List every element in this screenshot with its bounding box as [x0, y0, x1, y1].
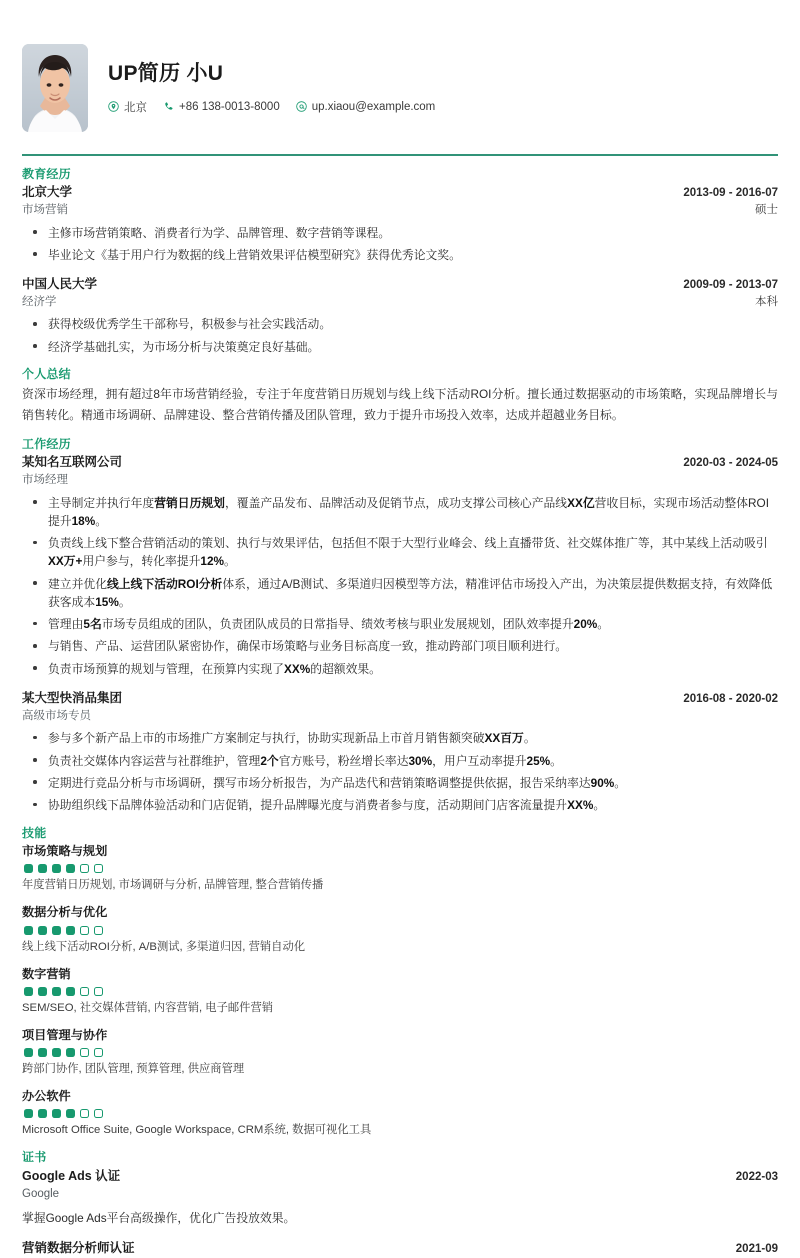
skill-item [22, 903, 778, 955]
list-item: 定期进行竞品分析与市场调研，撰写市场分析报告，为产品迭代和营销策略调整提供依据，报告采纳率达90%。 [22, 774, 778, 792]
contact-email-text: up.xiaou@example.com [311, 100, 436, 113]
certificate-description: 掌握Google Ads平台高级操作，优化广告投放效果。 [22, 1211, 296, 1226]
skill-dot-empty [80, 987, 89, 996]
section-summary [22, 367, 778, 426]
skill-level-dots [24, 1109, 778, 1118]
work-role: 高级市场专员 [22, 709, 91, 722]
skill-dot-filled [38, 987, 47, 996]
skill-name: 办公软件 [22, 1089, 71, 1104]
list-item: 负责社交媒体内容运营与社群维护，管理2个官方账号，粉丝增长率达30%，用户互动率提升25%。 [22, 752, 778, 770]
skill-level-dots [24, 926, 778, 935]
list-item: 主修市场营销策略、消费者行为学、品牌管理、数字营销等课程。 [22, 224, 778, 242]
work-entry [22, 453, 778, 678]
candidate-name: UP简历 小U [108, 62, 224, 86]
summary-text: 资深市场经理，拥有超过8年市场营销经验，专注于年度营销日历规划与线上线下活动ROI分析。擅长通过数据驱动的市场策略，实现品牌增长与销售转化。精通市场调研、品牌建设、整合营销传播及团队管理，致力于提升市场投入效率，达成并超越业务目标。 [22, 386, 778, 422]
list-item: 参与多个新产品上市的市场推广方案制定与执行，协助实现新品上市首月销售额突破XX百万。 [22, 729, 778, 747]
education-entry [22, 183, 778, 264]
list-item: 获得校级优秀学生干部称号，积极参与社会实践活动。 [22, 315, 778, 333]
skill-level-dots [24, 987, 778, 996]
education-major: 市场营销 [22, 203, 68, 216]
skill-dot-filled [66, 987, 75, 996]
skill-dot-filled [24, 987, 33, 996]
skill-item [22, 842, 778, 894]
skill-keywords: Microsoft Office Suite, Google Workspace, CRM系统, 数据可视化工具 [22, 1124, 372, 1137]
contact-location-text: 北京 [124, 101, 147, 114]
skill-dot-empty [94, 864, 103, 873]
certificate-name: Google Ads 认证 [22, 1168, 121, 1183]
certificate-name: 营销数据分析师认证 [22, 1241, 135, 1256]
work-date: 2016-08 - 2020-02 [683, 693, 778, 706]
work-entry [22, 689, 778, 814]
skill-name: 数字营销 [22, 966, 71, 981]
header-text-block [108, 61, 451, 114]
skill-dot-filled [52, 926, 61, 935]
skill-keywords: 跨部门协作, 团队管理, 预算管理, 供应商管理 [22, 1063, 245, 1076]
education-date: 2013-09 - 2016-07 [683, 187, 778, 200]
certificate-date: 2021-09 [735, 1243, 778, 1256]
skill-dot-filled [38, 1048, 47, 1057]
skill-dot-filled [24, 1109, 33, 1118]
work-company: 某大型快消品集团 [22, 691, 123, 706]
work-bullets [22, 494, 778, 679]
skill-name: 项目管理与协作 [22, 1027, 108, 1042]
skill-dot-empty [94, 1048, 103, 1057]
skill-keywords: 线上线下活动ROI分析, A/B测试, 多渠道归因, 营销自动化 [22, 940, 306, 953]
section-work [22, 437, 778, 815]
location-pin-icon [108, 101, 119, 112]
phone-icon [163, 101, 174, 112]
skill-dot-filled [24, 864, 33, 873]
section-education [22, 167, 778, 356]
certificate-issuer: Google [22, 1187, 60, 1200]
education-school: 北京大学 [22, 185, 73, 200]
avatar [22, 44, 88, 132]
skill-dot-filled [66, 1048, 75, 1057]
skill-dot-filled [24, 1048, 33, 1057]
education-school: 中国人民大学 [22, 277, 98, 292]
skill-dot-filled [38, 864, 47, 873]
education-degree: 硕士 [755, 203, 778, 216]
skill-level-dots [24, 864, 778, 873]
section-title-summary: 个人总结 [22, 367, 71, 381]
skill-dot-empty [94, 1109, 103, 1118]
education-bullets [22, 224, 778, 265]
certificate-entry [22, 1239, 778, 1258]
skill-keywords: SEM/SEO, 社交媒体营销, 内容营销, 电子邮件营销 [22, 1001, 274, 1014]
contact-list [108, 99, 451, 115]
skill-dot-filled [52, 1109, 61, 1118]
skill-dot-filled [52, 864, 61, 873]
list-item: 与销售、产品、运营团队紧密协作，确保市场策略与业务目标高度一致，推动跨部门项目顺利进行。 [22, 637, 778, 655]
section-certificates [22, 1150, 778, 1257]
work-bullets [22, 729, 778, 814]
list-item: 主导制定并执行年度营销日历规划，覆盖产品发布、品牌活动及促销节点，成功支撑公司核心产品线XX亿营收目标，实现市场活动整体ROI提升18%。 [22, 494, 778, 531]
section-title-certificates: 证书 [22, 1150, 47, 1165]
education-degree: 本科 [755, 295, 778, 308]
contact-phone-text: +86 138-0013-8000 [179, 100, 280, 113]
skill-dot-filled [66, 1109, 75, 1118]
education-date: 2009-09 - 2013-07 [683, 279, 778, 292]
skill-item [22, 965, 778, 1017]
skill-item [22, 1087, 778, 1139]
at-sign-icon [296, 101, 307, 112]
education-entry [22, 275, 778, 356]
skill-dot-empty [80, 1109, 89, 1118]
skill-dot-empty [94, 926, 103, 935]
section-skills [22, 826, 778, 1140]
skill-dot-empty [80, 1048, 89, 1057]
header-divider [22, 154, 778, 156]
certificate-entry [22, 1167, 778, 1228]
list-item: 负责线上线下整合营销活动的策划、执行与效果评估，包括但不限于大型行业峰会、线上直播带货、社交媒体推广等，其中某线上活动吸引XX万+用户参与，转化率提升12%。 [22, 534, 778, 571]
education-bullets [22, 315, 778, 356]
skill-level-dots [24, 1048, 778, 1057]
skill-keywords: 年度营销日历规划, 市场调研与分析, 品牌管理, 整合营销传播 [22, 879, 324, 892]
list-item: 负责市场预算的规划与管理，在预算内实现了XX%的超额效果。 [22, 660, 778, 678]
resume-header [22, 0, 778, 142]
work-date: 2020-03 - 2024-05 [683, 457, 778, 470]
section-title-work: 工作经历 [22, 436, 71, 451]
skill-dot-filled [38, 926, 47, 935]
skill-dot-filled [52, 987, 61, 996]
list-item: 建立并优化线上线下活动ROI分析体系，通过A/B测试、多渠道归因模型等方法，精准评估市场投入产出，为决策层提供数据支持，有效降低获客成本15%。 [22, 575, 778, 612]
skill-dot-filled [66, 926, 75, 935]
skill-dot-filled [52, 1048, 61, 1057]
section-title-education: 教育经历 [22, 166, 71, 181]
skill-dot-empty [80, 926, 89, 935]
skill-dot-filled [24, 926, 33, 935]
skill-item [22, 1026, 778, 1078]
skill-dot-empty [80, 864, 89, 873]
skill-dot-filled [66, 864, 75, 873]
work-company: 某知名互联网公司 [22, 455, 123, 470]
skill-dot-empty [94, 987, 103, 996]
certificate-date: 2022-03 [735, 1170, 778, 1183]
work-role: 市场经理 [22, 473, 68, 486]
contact-email [296, 101, 436, 113]
skill-name: 市场策略与规划 [22, 844, 108, 859]
list-item: 毕业论文《基于用户行为数据的线上营销效果评估模型研究》获得优秀论文奖。 [22, 246, 778, 264]
section-title-skills: 技能 [22, 825, 47, 840]
list-item: 协助组织线下品牌体验活动和门店促销，提升品牌曝光度与消费者参与度，活动期间门店客流量提升XX%。 [22, 796, 778, 814]
contact-location [108, 99, 147, 115]
list-item: 管理由5名市场专员组成的团队，负责团队成员的日常指导、绩效考核与职业发展规划，团队效率提升20%。 [22, 615, 778, 633]
skill-name: 数据分析与优化 [22, 905, 108, 920]
skill-dot-filled [38, 1109, 47, 1118]
list-item: 经济学基础扎实，为市场分析与决策奠定良好基础。 [22, 338, 778, 356]
contact-phone [163, 101, 280, 113]
education-major: 经济学 [22, 295, 57, 308]
